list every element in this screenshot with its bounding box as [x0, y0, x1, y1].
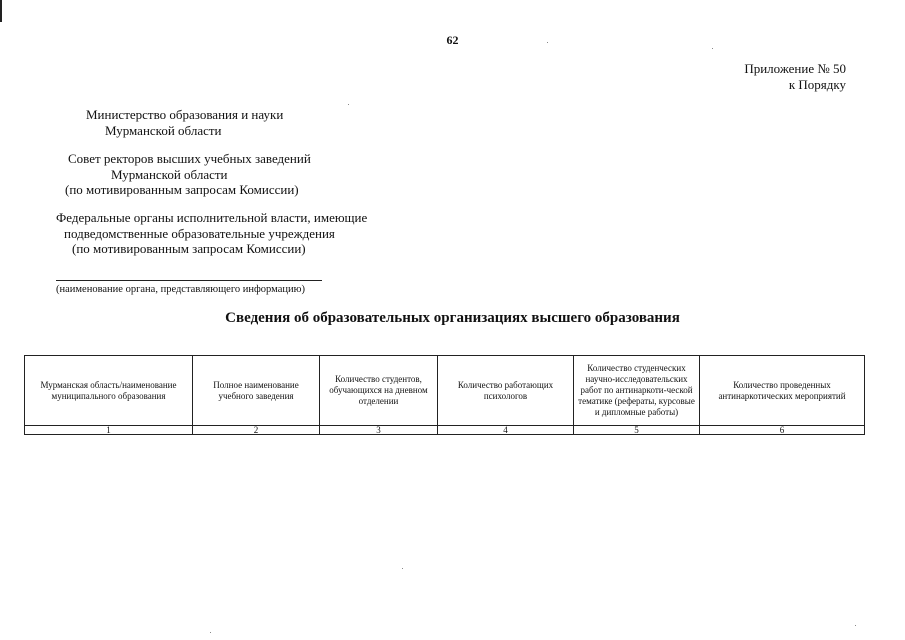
column-number: 5: [574, 426, 700, 435]
header-cell-psychologists: Количество работающих психологов: [438, 356, 574, 426]
report-table: [24, 355, 865, 435]
federal-line-2: подведомственные образовательные учреждения: [64, 225, 335, 241]
appendix-header: [744, 61, 846, 93]
council-line-1: Совет ректоров высших учебных заведений: [68, 151, 311, 166]
header-cell-institution: Полное наименование учебного заведения: [193, 356, 320, 426]
header-cell-research-works: Количество студенческих научно-исследовательских работ по антинаркоти-ческой тематике (рефераты, курсовые и дипломные работы): [574, 356, 700, 426]
ministry-line-2: Мурманской области: [105, 122, 222, 138]
column-number: 1: [25, 426, 193, 435]
column-number: 4: [438, 426, 574, 435]
council-line-3: (по мотивированным запросам Комиссии): [65, 182, 299, 197]
scan-edge-mark: [0, 0, 2, 22]
council-line-2: Мурманской области: [111, 166, 228, 182]
page-number: 62: [446, 33, 459, 47]
scan-speck: [712, 48, 713, 49]
document-title: Сведения об образовательных организациях высшего образования: [225, 310, 680, 326]
appendix-reference: к Порядку: [788, 77, 846, 92]
header-cell-students: Количество студентов, обучающихся на дневном отделении: [320, 356, 438, 426]
addressee-ministry: [86, 107, 283, 138]
ministry-line-1: Министерство образования и науки: [86, 107, 284, 122]
signature-caption: (наименование органа, представляющего информацию): [56, 284, 305, 295]
scan-speck: [402, 568, 403, 569]
column-number: 3: [320, 426, 438, 435]
federal-line-1: Федеральные органы исполнительной власти, имеющие: [56, 210, 368, 225]
column-number: 2: [193, 426, 320, 435]
table-header-row: [25, 356, 865, 426]
scan-speck: [855, 625, 856, 626]
header-cell-region: Мурманская область/наименование муниципального образования: [25, 356, 193, 426]
scan-speck: [210, 632, 211, 633]
scan-speck: [348, 104, 349, 105]
addressee-federal: [56, 210, 367, 257]
table-number-row: [25, 426, 865, 435]
column-number: 6: [700, 426, 865, 435]
appendix-number: Приложение № 50: [744, 61, 846, 76]
scan-speck: [547, 42, 548, 43]
signature-line: [56, 280, 322, 281]
federal-line-3: (по мотивированным запросам Комиссии): [72, 241, 306, 256]
addressee-council: [65, 151, 311, 198]
header-cell-events: Количество проведенных антинаркотических мероприятий: [700, 356, 865, 426]
